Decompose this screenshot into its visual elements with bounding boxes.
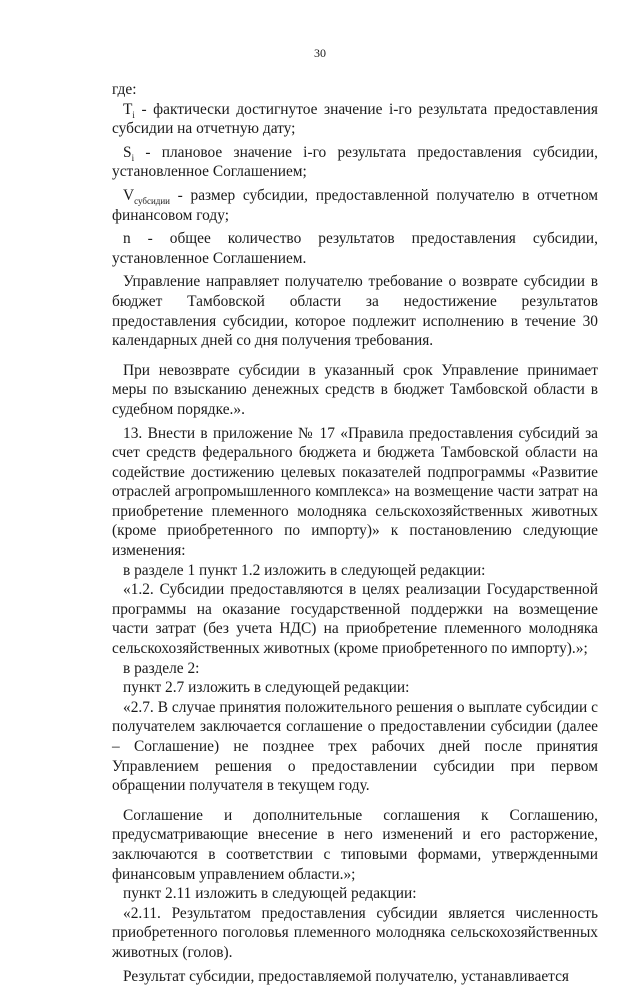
paragraph-item-13: 13. Внести в приложение № 17 «Правила предоставления субсидий за счет средств федерального бюджета и бюджета Тамбовской области на содействие достижению целевых показателей подпрограммы «Развитие отраслей агропромышленного комплекса» на возмещение части затрат на приобретение племенного молодняка сельскохозяйственных животных (кроме приобретенного по импорту)» к постановлению следующие изменения: <box>112 424 598 560</box>
paragraph-clause-2-11: «2.11. Результатом предоставления субсидии является численность приобретенного поголовья племенного молодняка сельскохозяйственных животных (голов). <box>112 904 598 961</box>
paragraph-section-2: в разделе 2: <box>123 659 200 677</box>
document-body <box>112 80 598 986</box>
symbol-t: T <box>123 100 133 118</box>
symbol-t-subscript: i <box>132 109 135 120</box>
symbol-v: V <box>123 186 135 204</box>
ti-definition-text: - фактически достигнутое значение i-го результата предоставления субсидии на отчетную дату; <box>112 100 598 138</box>
symbol-v-subscript: субсидии <box>134 196 170 207</box>
paragraph-non-return: При невозврате субсидии в указанный срок Управление принимает меры по взысканию денежных средств в бюджет Тамбовской области в судебном порядке.». <box>112 361 598 418</box>
paragraph-where: где: <box>112 81 137 98</box>
paragraph-clause-2-7-intro: пункт 2.7 изложить в следующей редакции: <box>123 679 410 697</box>
paragraph-agreement: Соглашение и дополнительные соглашения к Соглашению, предусматривающие внесение в него изменений и его расторжение, заключаются в соответствии с типовыми формами, утвержденными финансовым управлением области.»; <box>112 806 598 883</box>
page-number: 30 <box>314 46 326 60</box>
paragraph-ti-definition <box>112 100 598 139</box>
symbol-s: S <box>123 143 132 161</box>
paragraph-v-definition <box>112 186 598 225</box>
paragraph-section-1: в разделе 1 пункт 1.2 изложить в следующей редакции: <box>123 561 486 579</box>
si-definition-text: - плановое значение i-го результата предоставления субсидии, установленное Соглашением; <box>112 143 598 181</box>
paragraph-result-subsidy: Результат субсидии, предоставляемой получателю, устанавливается <box>123 967 569 985</box>
paragraph-clause-2-11-intro: пункт 2.11 изложить в следующей редакции: <box>123 885 417 903</box>
paragraph-refund-requirement: Управление направляет получателю требование о возврате субсидии в бюджет Тамбовской области за недостижение результатов предоставления субсидии, которое подлежит исполнению в течение 30 календарных дней со дня получения требования. <box>112 273 598 350</box>
symbol-s-subscript: i <box>131 152 135 163</box>
paragraph-clause-2-7: «2.7. В случае принятия положительного решения о выплате субсидии с получателем заключается соглашение о предоставлении субсидии (далее – Соглашение) не позднее трех рабочих дней после принятия Управлением решения о предоставлении субсидии при первом обращении получателя в текущем году. <box>112 698 598 795</box>
paragraph-n-definition: n - общее количество результатов предоставления субсидии, установленное Соглашением. <box>112 230 598 267</box>
paragraph-si-definition <box>112 143 598 182</box>
v-definition-text: - размер субсидии, предоставленной получателю в отчетном финансовом году; <box>112 186 598 224</box>
paragraph-clause-1-2: «1.2. Субсидии предоставляются в целях реализации Государственной программы на оказание государственной поддержки на возмещение части затрат (без учета НДС) на приобретение племенного молодняка сельскохозяйственных животных (кроме приобретенного по импорту).»; <box>112 581 598 658</box>
